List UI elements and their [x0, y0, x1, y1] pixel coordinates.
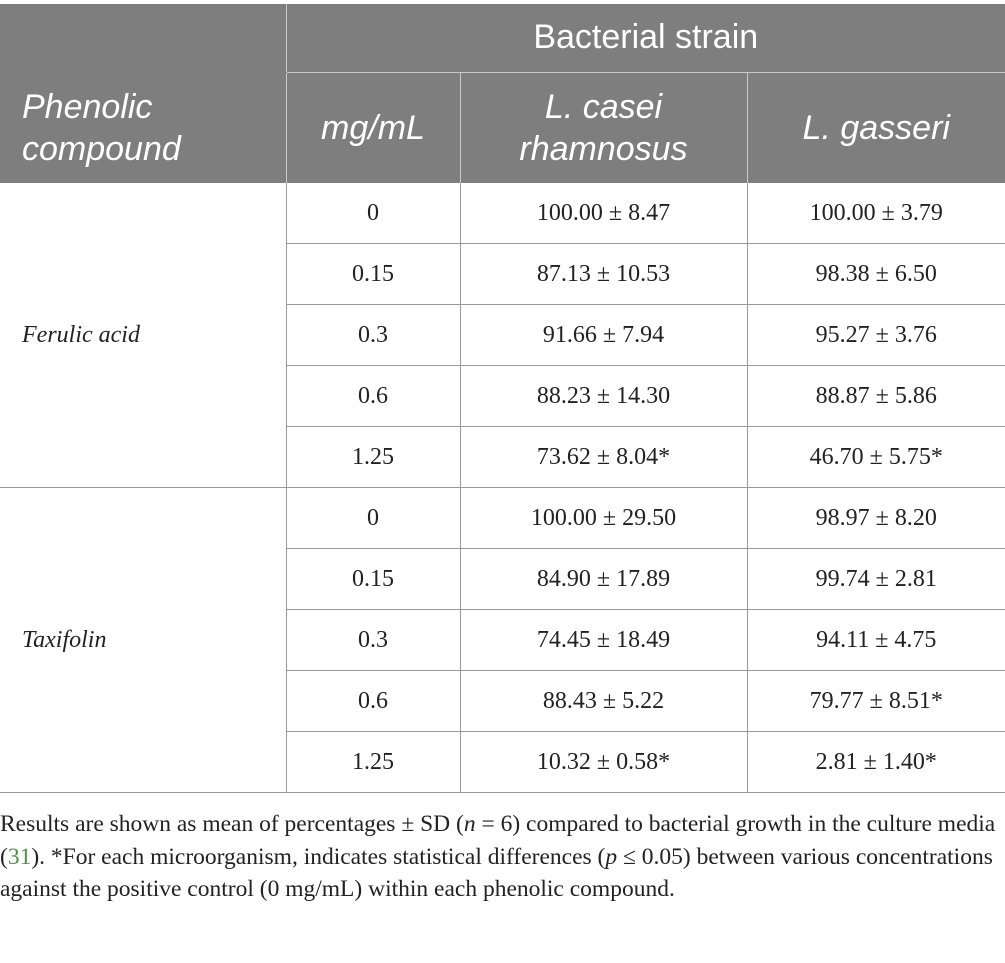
gasseri-value-cell: 88.87 ± 5.86	[747, 366, 1005, 427]
concentration-cell: 0.15	[286, 244, 460, 305]
concentration-cell: 0.3	[286, 305, 460, 366]
footnote-text-4: ≤ 0.05) between various concentrations against the positive control (0 mg/mL) within each phenolic compound.	[0, 843, 993, 902]
gasseri-value-cell: 2.81 ± 1.40*	[747, 732, 1005, 793]
header-concentration: mg/mL	[286, 72, 460, 183]
gasseri-value-cell: 98.97 ± 8.20	[747, 488, 1005, 549]
casei-value-cell: 100.00 ± 8.47	[460, 183, 747, 244]
gasseri-value-cell: 46.70 ± 5.75*	[747, 427, 1005, 488]
header-blank-cell	[0, 4, 286, 72]
reference-link[interactable]: 31	[7, 843, 32, 870]
concentration-cell: 0	[286, 183, 460, 244]
concentration-cell: 0	[286, 488, 460, 549]
casei-value-cell: 10.32 ± 0.58*	[460, 732, 747, 793]
table-body	[0, 183, 1005, 793]
casei-value-cell: 88.23 ± 14.30	[460, 366, 747, 427]
casei-value-cell: 87.13 ± 10.53	[460, 244, 747, 305]
footnote-text-3: ). *For each microorganism, indicates statistical differences (	[31, 843, 606, 870]
compound-name-cell: Taxifolin	[0, 488, 286, 793]
header-phenolic-compound-line1: Phenolic	[22, 87, 153, 126]
header-phenolic-compound	[0, 72, 286, 183]
table-row	[0, 488, 1005, 549]
table-row	[0, 183, 1005, 244]
casei-value-cell: 73.62 ± 8.04*	[460, 427, 747, 488]
compound-name-cell: Ferulic acid	[0, 183, 286, 488]
concentration-cell: 0.6	[286, 671, 460, 732]
concentration-cell: 0.3	[286, 610, 460, 671]
gasseri-value-cell: 99.74 ± 2.81	[747, 549, 1005, 610]
header-row-group	[0, 4, 1005, 72]
casei-value-cell: 100.00 ± 29.50	[460, 488, 747, 549]
table-header	[0, 4, 1005, 183]
header-bacterial-strain: Bacterial strain	[286, 4, 1005, 72]
header-phenolic-compound-line2: compound	[22, 129, 181, 168]
concentration-cell: 0.15	[286, 549, 460, 610]
casei-value-cell: 91.66 ± 7.94	[460, 305, 747, 366]
results-table	[0, 4, 1005, 793]
casei-value-cell: 84.90 ± 17.89	[460, 549, 747, 610]
footnote-text-1: Results are shown as mean of percentages ± SD (	[0, 811, 464, 837]
footnote-n-variable: n	[463, 811, 476, 837]
header-strain-casei	[460, 72, 747, 183]
header-strain-casei-line2: rhamnosus	[519, 129, 688, 168]
casei-value-cell: 88.43 ± 5.22	[460, 671, 747, 732]
casei-value-cell: 74.45 ± 18.49	[460, 610, 747, 671]
footnote-text-2: = 6) compared to bacterial growth in the culture media (	[0, 811, 996, 870]
gasseri-value-cell: 98.38 ± 6.50	[747, 244, 1005, 305]
gasseri-value-cell: 94.11 ± 4.75	[747, 610, 1005, 671]
concentration-cell: 0.6	[286, 366, 460, 427]
footnote-p-variable: p	[605, 843, 618, 870]
header-row-columns	[0, 72, 1005, 183]
gasseri-value-cell: 95.27 ± 3.76	[747, 305, 1005, 366]
concentration-cell: 1.25	[286, 427, 460, 488]
table-footnote	[0, 808, 1003, 906]
header-strain-casei-line1: L. casei	[544, 87, 663, 126]
concentration-cell: 1.25	[286, 732, 460, 793]
gasseri-value-cell: 79.77 ± 8.51*	[747, 671, 1005, 732]
gasseri-value-cell: 100.00 ± 3.79	[747, 183, 1005, 244]
header-strain-gasseri: L. gasseri	[747, 72, 1005, 183]
